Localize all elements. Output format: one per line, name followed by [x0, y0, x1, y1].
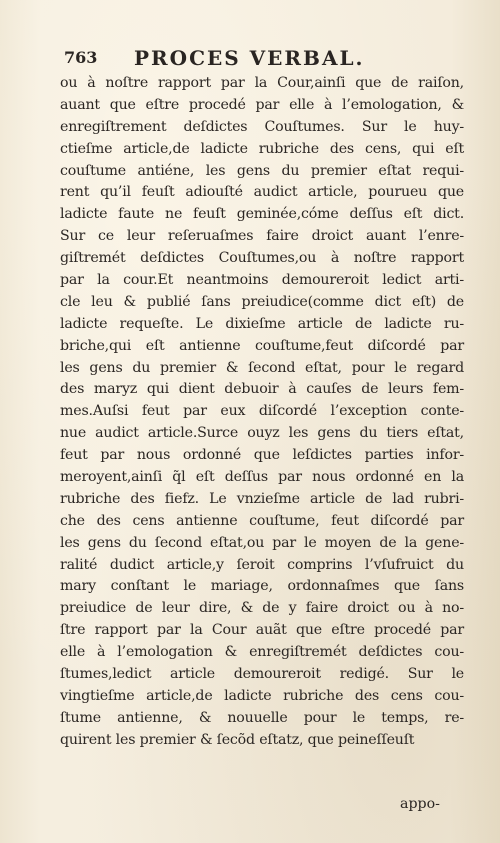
text-line: couſtume antiéne, les gens du premier eſtat requi- [60, 162, 464, 179]
text-line: ralité dudict article,y ſeroit comprins l’vſufruict du [60, 556, 464, 573]
text-line: che des cens antienne couſtume, feut diſcordé par [60, 512, 464, 529]
body-text [60, 73, 464, 752]
text-line: les gens du premier & ſecond eſtat, pour le regard [60, 359, 464, 376]
text-line: enregiſtrement deſdictes Couſtumes. Sur le huy- [60, 118, 464, 135]
running-head [64, 46, 458, 70]
text-line: mary conſtant le mariage, ordonnaſmes que ſans [60, 578, 464, 595]
text-line: meroyent,ainſi q̃l eſt deſſus par nous ordonné en la [60, 469, 464, 486]
running-head-title: PROCES VERBAL. [134, 46, 365, 70]
page-number: 763 [64, 48, 98, 67]
text-line: elle à l’emologation & enregiſtremét deſdictes cou- [60, 644, 464, 661]
text-line: cle leu & publié ſans preiudice(comme dict eſt) de [60, 293, 464, 310]
text-line: briche,qui eſt antienne couſtume,feut diſcordé par [60, 337, 464, 354]
text-line: mes.Auſsi feut par eux diſcordé l’exception conte- [60, 403, 464, 420]
text-line: giſtremét deſdictes Couſtumes,ou à noſtre rapport [60, 250, 464, 267]
text-line: rubriche des fiefz. Le vnzieſme article de lad rubri- [60, 490, 464, 507]
text-line: ladicte requeſte. Le dixieſme article de ladicte ru- [60, 315, 464, 332]
text-line: vingtieſme article,de ladicte rubriche des cens cou- [60, 687, 464, 704]
text-line: des maryz qui dient debuoir à cauſes de leurs fem- [60, 381, 464, 398]
text-line: feut par nous ordonné que leſdictes parties infor- [60, 447, 464, 464]
text-line: ladicte faute ne feuſt geminée,cóme deſſus eſt dict. [60, 206, 464, 223]
text-line: ſtre rapport par la Cour auãt que eſtre procedé par [60, 622, 464, 639]
text-line: preiudice de leur dire, & de y faire droict ou à no- [60, 600, 464, 617]
text-line: par la cour.Et neantmoins demoureroit ledict arti- [60, 272, 464, 289]
text-line: rent qu’il feuſt adiouſté audict article, pourueu que [60, 184, 464, 201]
text-line: ſtume antienne, & nouuelle pour le temps, re- [60, 709, 464, 726]
text-line: les gens du ſecond eſtat,ou par le moyen de la gene- [60, 534, 464, 551]
catchword: appo- [400, 796, 440, 812]
text-line: ou à noſtre rapport par la Cour,ainſi que de raiſon, [60, 75, 464, 91]
text-line: Sur ce leur reſeruaſmes faire droict auant l’enre- [60, 228, 464, 245]
text-line: quirent les premier & ſecõd eſtatz, que peineſſeuſt [60, 731, 415, 748]
text-line: ctieſme article,de ladicte rubriche des cens, qui eſt [60, 140, 464, 157]
text-line: nue audict article.Surce ouyz les gens du tiers eſtat, [60, 425, 464, 442]
text-line: auant que eſtre procedé par elle à l’emologation, & [60, 96, 464, 113]
text-line: ſtumes,ledict article demoureroit redigé. Sur le [60, 666, 464, 683]
